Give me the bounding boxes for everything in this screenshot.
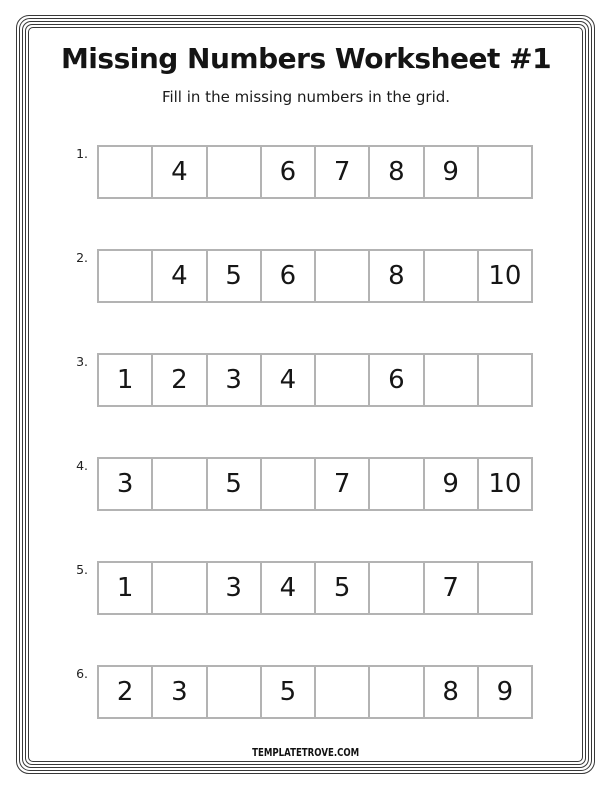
grid-cell: 10 (478, 250, 532, 302)
grid-cell: 3 (207, 354, 261, 406)
number-row (0, 353, 612, 409)
worksheet-title: Missing Numbers Worksheet #1 (60, 42, 552, 75)
row-number-label: 6. (76, 666, 88, 681)
grid-cell (152, 458, 206, 510)
number-row (0, 145, 612, 201)
grid-cell: 5 (207, 250, 261, 302)
grid-cell: 7 (315, 146, 369, 198)
grid-cell (207, 146, 261, 198)
grid-cell: 3 (152, 666, 206, 718)
grid-cell: 9 (424, 458, 478, 510)
grid-cell: 9 (424, 146, 478, 198)
grid-cell: 8 (369, 146, 423, 198)
grid-cell (152, 562, 206, 614)
number-row (0, 561, 612, 617)
number-row (0, 249, 612, 305)
grid-cell (98, 250, 152, 302)
grid-cell: 8 (424, 666, 478, 718)
grid-cell: 4 (261, 354, 315, 406)
number-grid (97, 353, 533, 407)
site-credit: TEMPLATETROVE.COM (252, 746, 360, 759)
grid-cell (478, 354, 532, 406)
row-number-label: 1. (76, 146, 88, 161)
grid-cell: 6 (261, 250, 315, 302)
grid-cell: 8 (369, 250, 423, 302)
row-number-label: 3. (76, 354, 88, 369)
grid-cell: 10 (478, 458, 532, 510)
grid-cell: 4 (261, 562, 315, 614)
grid-cell (478, 146, 532, 198)
row-number-label: 4. (76, 458, 88, 473)
grid-cell (369, 458, 423, 510)
grid-cell: 2 (98, 666, 152, 718)
grid-cell (478, 562, 532, 614)
number-row (0, 457, 612, 513)
worksheet-subtitle: Fill in the missing numbers in the grid. (161, 88, 451, 106)
grid-cell (261, 458, 315, 510)
grid-cell: 9 (478, 666, 532, 718)
grid-cell (98, 146, 152, 198)
number-grid (97, 665, 533, 719)
row-number-label: 2. (76, 250, 88, 265)
grid-cell (315, 666, 369, 718)
number-grid (97, 457, 533, 511)
grid-cell: 2 (152, 354, 206, 406)
grid-cell (424, 250, 478, 302)
number-grid (97, 249, 533, 303)
grid-cell: 4 (152, 146, 206, 198)
grid-cell (315, 354, 369, 406)
grid-cell: 7 (315, 458, 369, 510)
grid-cell: 6 (369, 354, 423, 406)
grid-cell: 7 (424, 562, 478, 614)
grid-cell (369, 562, 423, 614)
grid-cell: 4 (152, 250, 206, 302)
grid-cell (315, 250, 369, 302)
grid-cell: 5 (261, 666, 315, 718)
grid-cell (369, 666, 423, 718)
number-row (0, 665, 612, 721)
grid-cell: 1 (98, 354, 152, 406)
grid-cell: 1 (98, 562, 152, 614)
row-number-label: 5. (76, 562, 88, 577)
grid-cell: 3 (207, 562, 261, 614)
grid-cell: 5 (315, 562, 369, 614)
grid-cell: 3 (98, 458, 152, 510)
number-grid (97, 561, 533, 615)
grid-cell: 5 (207, 458, 261, 510)
grid-cell (207, 666, 261, 718)
grid-cell (424, 354, 478, 406)
footer (0, 741, 612, 760)
grid-cell: 6 (261, 146, 315, 198)
number-grid (97, 145, 533, 199)
